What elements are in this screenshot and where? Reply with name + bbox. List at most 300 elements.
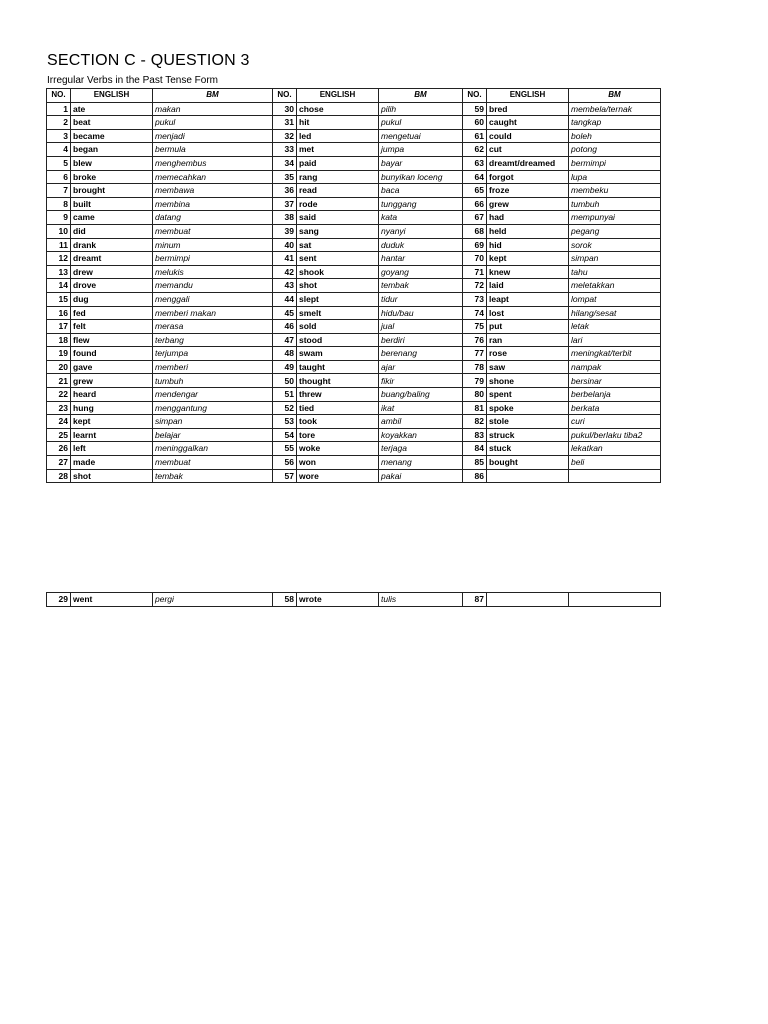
cell-english: stood bbox=[297, 333, 379, 347]
cell-bm: ikat bbox=[379, 401, 463, 415]
cell-english: spoke bbox=[487, 401, 569, 415]
cell-english: drew bbox=[71, 265, 153, 279]
cell-english: shone bbox=[487, 374, 569, 388]
cell-bm: berdiri bbox=[379, 333, 463, 347]
cell-bm: ajar bbox=[379, 360, 463, 374]
cell-bm: membuat bbox=[153, 456, 273, 470]
cell-english: ran bbox=[487, 333, 569, 347]
cell-english bbox=[487, 469, 569, 483]
cell-english: found bbox=[71, 347, 153, 361]
cell-bm: melukis bbox=[153, 265, 273, 279]
cell-bm: mendengar bbox=[153, 388, 273, 402]
cell-bm: mengetuai bbox=[379, 129, 463, 143]
cell-bm: pukul/berlaku tiba2 bbox=[569, 428, 661, 442]
cell-english: led bbox=[297, 129, 379, 143]
cell-bm: simpan bbox=[153, 415, 273, 429]
cell-bm: nyanyi bbox=[379, 224, 463, 238]
cell-bm: jual bbox=[379, 320, 463, 334]
table-row bbox=[47, 456, 661, 470]
cell-number: 12 bbox=[47, 252, 71, 266]
cell-english: made bbox=[71, 456, 153, 470]
cell-number: 9 bbox=[47, 211, 71, 225]
cell-english: ate bbox=[71, 102, 153, 116]
cell-number: 84 bbox=[463, 442, 487, 456]
cell-bm: bermimpi bbox=[569, 156, 661, 170]
cell-bm: tembak bbox=[153, 469, 273, 483]
cell-english: wrote bbox=[297, 593, 379, 607]
cell-number: 31 bbox=[273, 116, 297, 130]
table-row bbox=[47, 129, 661, 143]
cell-english: shot bbox=[297, 279, 379, 293]
cell-number: 76 bbox=[463, 333, 487, 347]
cell-number: 56 bbox=[273, 456, 297, 470]
cell-english: spent bbox=[487, 388, 569, 402]
table-row bbox=[47, 374, 661, 388]
cell-english: came bbox=[71, 211, 153, 225]
table-row bbox=[47, 197, 661, 211]
cell-bm: koyakkan bbox=[379, 428, 463, 442]
cell-english: knew bbox=[487, 265, 569, 279]
cell-bm: tumbuh bbox=[153, 374, 273, 388]
cell-number: 15 bbox=[47, 292, 71, 306]
page-title: SECTION C - QUESTION 3 bbox=[47, 52, 250, 69]
cell-english: swam bbox=[297, 347, 379, 361]
table-row bbox=[47, 442, 661, 456]
cell-number: 47 bbox=[273, 333, 297, 347]
cell-english: kept bbox=[71, 415, 153, 429]
cell-bm: sorok bbox=[569, 238, 661, 252]
cell-bm: nampak bbox=[569, 360, 661, 374]
table-row bbox=[47, 252, 661, 266]
cell-bm: membina bbox=[153, 197, 273, 211]
cell-number: 75 bbox=[463, 320, 487, 334]
cell-bm bbox=[569, 593, 661, 607]
cell-number: 20 bbox=[47, 360, 71, 374]
table-row bbox=[47, 333, 661, 347]
cell-english: drove bbox=[71, 279, 153, 293]
cell-bm: terjumpa bbox=[153, 347, 273, 361]
table-row bbox=[47, 306, 661, 320]
cell-english: felt bbox=[71, 320, 153, 334]
cell-bm: terjaga bbox=[379, 442, 463, 456]
cell-english: shot bbox=[71, 469, 153, 483]
cell-number: 71 bbox=[463, 265, 487, 279]
cell-english: hid bbox=[487, 238, 569, 252]
cell-number: 63 bbox=[463, 156, 487, 170]
cell-english: hit bbox=[297, 116, 379, 130]
cell-english: said bbox=[297, 211, 379, 225]
cell-number: 40 bbox=[273, 238, 297, 252]
cell-number: 68 bbox=[463, 224, 487, 238]
cell-bm: tembak bbox=[379, 279, 463, 293]
cell-number: 3 bbox=[47, 129, 71, 143]
cell-english: smelt bbox=[297, 306, 379, 320]
cell-bm: memberi bbox=[153, 360, 273, 374]
cell-bm: curi bbox=[569, 415, 661, 429]
cell-number: 37 bbox=[273, 197, 297, 211]
cell-bm: membela/ternak bbox=[569, 102, 661, 116]
cell-bm: menggali bbox=[153, 292, 273, 306]
cell-bm: fikir bbox=[379, 374, 463, 388]
cell-number: 86 bbox=[463, 469, 487, 483]
table-row bbox=[47, 388, 661, 402]
verbs-table-continued bbox=[46, 592, 661, 607]
cell-number: 4 bbox=[47, 143, 71, 157]
cell-english: froze bbox=[487, 184, 569, 198]
cell-number: 35 bbox=[273, 170, 297, 184]
cell-bm: jumpa bbox=[379, 143, 463, 157]
cell-bm: berbelanja bbox=[569, 388, 661, 402]
table-row bbox=[47, 211, 661, 225]
cell-english: rang bbox=[297, 170, 379, 184]
cell-bm: membeku bbox=[569, 184, 661, 198]
cell-number: 1 bbox=[47, 102, 71, 116]
cell-number: 38 bbox=[273, 211, 297, 225]
cell-number: 62 bbox=[463, 143, 487, 157]
cell-number: 77 bbox=[463, 347, 487, 361]
table-row bbox=[47, 238, 661, 252]
cell-bm: tunggang bbox=[379, 197, 463, 211]
cell-bm: merasa bbox=[153, 320, 273, 334]
cell-english: won bbox=[297, 456, 379, 470]
cell-english: met bbox=[297, 143, 379, 157]
cell-number: 60 bbox=[463, 116, 487, 130]
cell-english: went bbox=[71, 593, 153, 607]
cell-english: saw bbox=[487, 360, 569, 374]
cell-number: 44 bbox=[273, 292, 297, 306]
cell-number: 42 bbox=[273, 265, 297, 279]
cell-english: broke bbox=[71, 170, 153, 184]
cell-english: took bbox=[297, 415, 379, 429]
cell-number: 27 bbox=[47, 456, 71, 470]
cell-bm: hilang/sesat bbox=[569, 306, 661, 320]
cell-bm: makan bbox=[153, 102, 273, 116]
cell-bm bbox=[569, 469, 661, 483]
table-row bbox=[47, 320, 661, 334]
cell-number: 23 bbox=[47, 401, 71, 415]
cell-bm: potong bbox=[569, 143, 661, 157]
cell-bm: pergi bbox=[153, 593, 273, 607]
cell-english: gave bbox=[71, 360, 153, 374]
cell-number: 43 bbox=[273, 279, 297, 293]
table-row bbox=[47, 184, 661, 198]
cell-english: stole bbox=[487, 415, 569, 429]
table-row bbox=[47, 347, 661, 361]
cell-english: struck bbox=[487, 428, 569, 442]
cell-bm: beli bbox=[569, 456, 661, 470]
cell-number: 36 bbox=[273, 184, 297, 198]
cell-bm: menggantung bbox=[153, 401, 273, 415]
table-row bbox=[47, 102, 661, 116]
cell-bm: terbang bbox=[153, 333, 273, 347]
cell-number: 58 bbox=[273, 593, 297, 607]
cell-bm: pukul bbox=[379, 116, 463, 130]
cell-bm: tulis bbox=[379, 593, 463, 607]
cell-english: beat bbox=[71, 116, 153, 130]
cell-bm: pakai bbox=[379, 469, 463, 483]
cell-bm: pegang bbox=[569, 224, 661, 238]
cell-english: tore bbox=[297, 428, 379, 442]
cell-number: 13 bbox=[47, 265, 71, 279]
cell-bm: kata bbox=[379, 211, 463, 225]
cell-number: 18 bbox=[47, 333, 71, 347]
cell-number: 21 bbox=[47, 374, 71, 388]
cell-bm: duduk bbox=[379, 238, 463, 252]
cell-number: 55 bbox=[273, 442, 297, 456]
cell-english: kept bbox=[487, 252, 569, 266]
column-header-english: ENGLISH bbox=[71, 89, 153, 103]
cell-number: 81 bbox=[463, 401, 487, 415]
table-row bbox=[47, 116, 661, 130]
cell-number: 33 bbox=[273, 143, 297, 157]
cell-number: 54 bbox=[273, 428, 297, 442]
cell-english: threw bbox=[297, 388, 379, 402]
cell-number: 74 bbox=[463, 306, 487, 320]
cell-bm: bunyikan loceng bbox=[379, 170, 463, 184]
cell-english: flew bbox=[71, 333, 153, 347]
cell-number: 32 bbox=[273, 129, 297, 143]
cell-number: 5 bbox=[47, 156, 71, 170]
cell-number: 70 bbox=[463, 252, 487, 266]
cell-english: heard bbox=[71, 388, 153, 402]
cell-english: dug bbox=[71, 292, 153, 306]
cell-bm: simpan bbox=[569, 252, 661, 266]
cell-number: 78 bbox=[463, 360, 487, 374]
cell-english: forgot bbox=[487, 170, 569, 184]
cell-number: 50 bbox=[273, 374, 297, 388]
cell-english: sold bbox=[297, 320, 379, 334]
cell-bm: belajar bbox=[153, 428, 273, 442]
cell-english: paid bbox=[297, 156, 379, 170]
cell-number: 24 bbox=[47, 415, 71, 429]
column-header-bm: BM bbox=[569, 89, 661, 103]
table-row bbox=[47, 170, 661, 184]
table-row bbox=[47, 265, 661, 279]
cell-bm: memberi makan bbox=[153, 306, 273, 320]
cell-bm: buang/baling bbox=[379, 388, 463, 402]
cell-number: 28 bbox=[47, 469, 71, 483]
cell-number: 10 bbox=[47, 224, 71, 238]
cell-number: 7 bbox=[47, 184, 71, 198]
cell-number: 8 bbox=[47, 197, 71, 211]
column-header-number: NO. bbox=[273, 89, 297, 103]
cell-number: 11 bbox=[47, 238, 71, 252]
cell-number: 69 bbox=[463, 238, 487, 252]
cell-bm: bayar bbox=[379, 156, 463, 170]
cell-number: 2 bbox=[47, 116, 71, 130]
cell-english: grew bbox=[487, 197, 569, 211]
table-row bbox=[47, 224, 661, 238]
cell-english: rode bbox=[297, 197, 379, 211]
cell-bm: pilih bbox=[379, 102, 463, 116]
cell-number: 45 bbox=[273, 306, 297, 320]
cell-number: 41 bbox=[273, 252, 297, 266]
table-row bbox=[47, 156, 661, 170]
cell-english: tied bbox=[297, 401, 379, 415]
cell-bm: goyang bbox=[379, 265, 463, 279]
cell-bm: bersinar bbox=[569, 374, 661, 388]
cell-english: hung bbox=[71, 401, 153, 415]
cell-bm: berenang bbox=[379, 347, 463, 361]
cell-bm: menang bbox=[379, 456, 463, 470]
table-row bbox=[47, 593, 661, 607]
cell-bm: membawa bbox=[153, 184, 273, 198]
cell-number: 82 bbox=[463, 415, 487, 429]
cell-number: 65 bbox=[463, 184, 487, 198]
cell-english: began bbox=[71, 143, 153, 157]
cell-number: 14 bbox=[47, 279, 71, 293]
cell-number: 59 bbox=[463, 102, 487, 116]
cell-english: sat bbox=[297, 238, 379, 252]
cell-bm: hidu/bau bbox=[379, 306, 463, 320]
cell-english: held bbox=[487, 224, 569, 238]
cell-number: 48 bbox=[273, 347, 297, 361]
table-row bbox=[47, 428, 661, 442]
cell-number: 29 bbox=[47, 593, 71, 607]
cell-number: 22 bbox=[47, 388, 71, 402]
cell-bm: letak bbox=[569, 320, 661, 334]
cell-number: 19 bbox=[47, 347, 71, 361]
table-row bbox=[47, 469, 661, 483]
cell-english: thought bbox=[297, 374, 379, 388]
cell-english: bought bbox=[487, 456, 569, 470]
cell-bm: ambil bbox=[379, 415, 463, 429]
cell-bm: meninggalkan bbox=[153, 442, 273, 456]
cell-english: leapt bbox=[487, 292, 569, 306]
cell-english: sent bbox=[297, 252, 379, 266]
cell-number: 80 bbox=[463, 388, 487, 402]
table-header-row bbox=[47, 89, 661, 103]
cell-number: 49 bbox=[273, 360, 297, 374]
table-row bbox=[47, 360, 661, 374]
cell-english: stuck bbox=[487, 442, 569, 456]
cell-english: left bbox=[71, 442, 153, 456]
cell-bm: lupa bbox=[569, 170, 661, 184]
cell-bm: berkata bbox=[569, 401, 661, 415]
table-row bbox=[47, 292, 661, 306]
cell-english: taught bbox=[297, 360, 379, 374]
cell-number: 61 bbox=[463, 129, 487, 143]
column-header-english: ENGLISH bbox=[487, 89, 569, 103]
table-row bbox=[47, 415, 661, 429]
cell-bm: memecahkan bbox=[153, 170, 273, 184]
cell-number: 85 bbox=[463, 456, 487, 470]
cell-number: 34 bbox=[273, 156, 297, 170]
cell-number: 52 bbox=[273, 401, 297, 415]
cell-bm: bermula bbox=[153, 143, 273, 157]
cell-english: cut bbox=[487, 143, 569, 157]
cell-number: 30 bbox=[273, 102, 297, 116]
cell-english: laid bbox=[487, 279, 569, 293]
cell-number: 51 bbox=[273, 388, 297, 402]
cell-bm: minum bbox=[153, 238, 273, 252]
cell-english: slept bbox=[297, 292, 379, 306]
cell-number: 83 bbox=[463, 428, 487, 442]
cell-english: wore bbox=[297, 469, 379, 483]
cell-number: 57 bbox=[273, 469, 297, 483]
cell-bm: tangkap bbox=[569, 116, 661, 130]
table-row bbox=[47, 143, 661, 157]
cell-bm: menghembus bbox=[153, 156, 273, 170]
column-header-number: NO. bbox=[463, 89, 487, 103]
cell-bm: membuat bbox=[153, 224, 273, 238]
cell-number: 39 bbox=[273, 224, 297, 238]
column-header-bm: BM bbox=[379, 89, 463, 103]
cell-english: blew bbox=[71, 156, 153, 170]
cell-number: 26 bbox=[47, 442, 71, 456]
cell-number: 17 bbox=[47, 320, 71, 334]
cell-bm: lompat bbox=[569, 292, 661, 306]
column-header-number: NO. bbox=[47, 89, 71, 103]
cell-english: woke bbox=[297, 442, 379, 456]
verbs-table bbox=[46, 88, 661, 483]
cell-english: shook bbox=[297, 265, 379, 279]
cell-english: dreamt bbox=[71, 252, 153, 266]
cell-bm: pukul bbox=[153, 116, 273, 130]
cell-english: fed bbox=[71, 306, 153, 320]
table-row bbox=[47, 279, 661, 293]
cell-bm: meletakkan bbox=[569, 279, 661, 293]
cell-bm: tumbuh bbox=[569, 197, 661, 211]
cell-number: 87 bbox=[463, 593, 487, 607]
cell-english: lost bbox=[487, 306, 569, 320]
cell-bm: datang bbox=[153, 211, 273, 225]
cell-number: 67 bbox=[463, 211, 487, 225]
cell-english: sang bbox=[297, 224, 379, 238]
table-row bbox=[47, 401, 661, 415]
cell-english: built bbox=[71, 197, 153, 211]
cell-english: dreamt/dreamed bbox=[487, 156, 569, 170]
cell-english: had bbox=[487, 211, 569, 225]
cell-bm: bermimpi bbox=[153, 252, 273, 266]
cell-english: grew bbox=[71, 374, 153, 388]
cell-number: 16 bbox=[47, 306, 71, 320]
cell-bm: lekatkan bbox=[569, 442, 661, 456]
cell-bm: menjadi bbox=[153, 129, 273, 143]
cell-bm: hantar bbox=[379, 252, 463, 266]
page-subtitle: Irregular Verbs in the Past Tense Form bbox=[47, 75, 219, 86]
cell-bm: baca bbox=[379, 184, 463, 198]
cell-number: 66 bbox=[463, 197, 487, 211]
cell-bm: lari bbox=[569, 333, 661, 347]
cell-english: brought bbox=[71, 184, 153, 198]
cell-number: 64 bbox=[463, 170, 487, 184]
cell-english: drank bbox=[71, 238, 153, 252]
cell-bm: tahu bbox=[569, 265, 661, 279]
cell-english: learnt bbox=[71, 428, 153, 442]
cell-number: 53 bbox=[273, 415, 297, 429]
cell-bm: meningkat/terbit bbox=[569, 347, 661, 361]
cell-bm: boleh bbox=[569, 129, 661, 143]
cell-number: 72 bbox=[463, 279, 487, 293]
cell-english: caught bbox=[487, 116, 569, 130]
cell-number: 73 bbox=[463, 292, 487, 306]
cell-number: 25 bbox=[47, 428, 71, 442]
cell-english: became bbox=[71, 129, 153, 143]
cell-bm: memandu bbox=[153, 279, 273, 293]
cell-english bbox=[487, 593, 569, 607]
cell-bm: mempunyai bbox=[569, 211, 661, 225]
cell-number: 46 bbox=[273, 320, 297, 334]
cell-english: did bbox=[71, 224, 153, 238]
cell-number: 6 bbox=[47, 170, 71, 184]
cell-english: could bbox=[487, 129, 569, 143]
cell-bm: tidur bbox=[379, 292, 463, 306]
column-header-bm: BM bbox=[153, 89, 273, 103]
cell-english: read bbox=[297, 184, 379, 198]
cell-english: bred bbox=[487, 102, 569, 116]
cell-number: 79 bbox=[463, 374, 487, 388]
